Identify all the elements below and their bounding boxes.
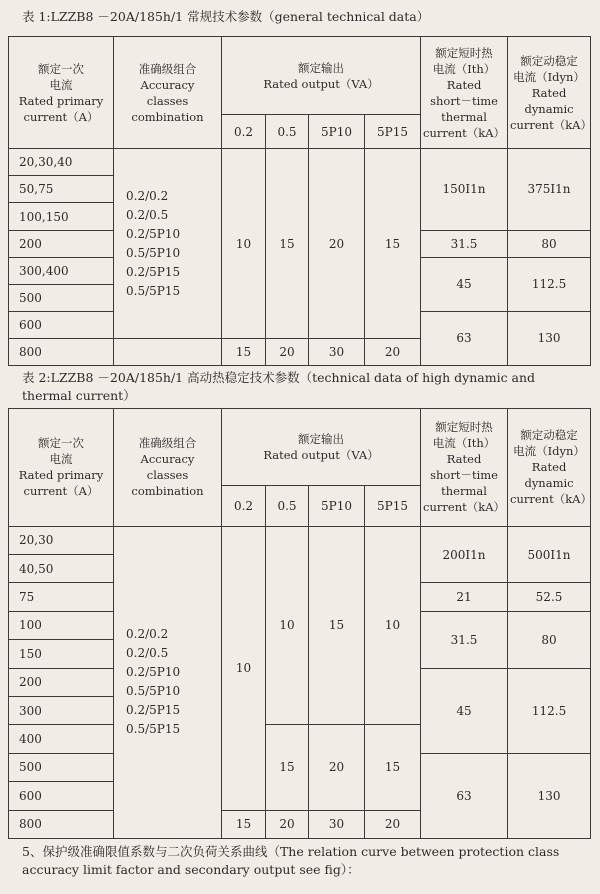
output-value: 15 xyxy=(309,526,365,725)
current-cell: 50,75 xyxy=(9,176,114,203)
header-dynamic-current: 额定动稳定 电流（Idyn） Rated dynamic current（kA） xyxy=(508,37,591,149)
output-value: 10 xyxy=(266,526,309,725)
protection-curve-note: 5、保护级准确限值系数与二次负荷关系曲线（The relation curve between protection class accuracy limit factor and secondary output see fig）： xyxy=(22,844,560,877)
table1-caption: 表 1:LZZB8 －20A/185h/1 常规技术参数（general technical data） xyxy=(22,9,430,24)
current-cell: 200 xyxy=(9,668,114,696)
header-rated-primary-current: 额定一次 电流 Rated primary current（A） xyxy=(9,409,114,527)
thermal-current-value: 63 xyxy=(421,311,508,365)
current-cell: 20,30 xyxy=(9,526,114,554)
current-cell: 100 xyxy=(9,611,114,639)
dynamic-current-value: 80 xyxy=(508,230,591,257)
dynamic-current-value: 112.5 xyxy=(508,668,591,753)
header-class-5p15: 5P15 xyxy=(365,486,421,527)
output-value: 15 xyxy=(222,810,266,838)
accuracy-combination-list: 0.2/0.2 0.2/0.5 0.2/5P10 0.5/5P10 0.2/5P15 0.5/5P15 xyxy=(114,149,222,339)
current-cell: 800 xyxy=(9,338,114,365)
header-accuracy-combination: 准确级组合 Accuracy classes combination xyxy=(114,409,222,527)
current-cell: 500 xyxy=(9,284,114,311)
current-cell: 300 xyxy=(9,696,114,724)
header-class-0-5: 0.5 xyxy=(266,486,309,527)
dynamic-current-value: 500I1n xyxy=(508,526,591,583)
current-cell: 40,50 xyxy=(9,555,114,583)
thermal-current-value: 63 xyxy=(421,753,508,838)
current-cell: 100,150 xyxy=(9,203,114,230)
current-cell: 600 xyxy=(9,311,114,338)
header-rated-primary-current: 额定一次 电流 Rated primary current（A） xyxy=(9,37,114,149)
header-class-5p15: 5P15 xyxy=(365,115,421,149)
thermal-current-value: 200I1n xyxy=(421,526,508,583)
output-value: 20 xyxy=(365,338,421,365)
header-accuracy-combination: 准确级组合 Accuracy classes combination xyxy=(114,37,222,149)
current-cell: 800 xyxy=(9,810,114,838)
output-value: 20 xyxy=(309,149,365,339)
output-value: 20 xyxy=(309,725,365,810)
header-thermal-current: 额定短时热 电流（Ith） Rated short－time thermal current（kA） xyxy=(421,37,508,149)
header-rated-output: 额定输出 Rated output（VA） xyxy=(222,409,421,486)
dynamic-current-value: 375I1n xyxy=(508,149,591,230)
high-dynamic-thermal-data-table xyxy=(8,408,591,839)
current-cell: 75 xyxy=(9,583,114,611)
current-cell: 200 xyxy=(9,230,114,257)
header-class-0-2: 0.2 xyxy=(222,486,266,527)
output-value: 20 xyxy=(266,338,309,365)
output-value: 10 xyxy=(365,526,421,725)
output-value: 15 xyxy=(266,149,309,339)
output-value: 20 xyxy=(365,810,421,838)
header-thermal-current: 额定短时热 电流（Ith） Rated short－time thermal current（kA） xyxy=(421,409,508,527)
thermal-current-value: 31.5 xyxy=(421,611,508,668)
thermal-current-value: 31.5 xyxy=(421,230,508,257)
header-class-0-5: 0.5 xyxy=(266,115,309,149)
output-value: 20 xyxy=(266,810,309,838)
dynamic-current-value: 112.5 xyxy=(508,257,591,311)
current-cell: 600 xyxy=(9,782,114,810)
output-value: 15 xyxy=(365,149,421,339)
output-value: 10 xyxy=(222,526,266,810)
output-value: 15 xyxy=(266,725,309,810)
dynamic-current-value: 52.5 xyxy=(508,583,591,611)
thermal-current-value: 21 xyxy=(421,583,508,611)
header-class-5p10: 5P10 xyxy=(309,486,365,527)
output-value: 30 xyxy=(309,338,365,365)
current-cell: 400 xyxy=(9,725,114,753)
header-class-0-2: 0.2 xyxy=(222,115,266,149)
output-value xyxy=(114,338,222,365)
table2-caption: 表 2:LZZB8 －20A/185h/1 高动热稳定技术参数（technical data of high dynamic and thermal current） xyxy=(22,370,536,403)
accuracy-combination-list: 0.2/0.2 0.2/0.5 0.2/5P10 0.5/5P10 0.2/5P15 0.5/5P15 xyxy=(114,526,222,838)
thermal-current-value: 150I1n xyxy=(421,149,508,230)
dynamic-current-value: 80 xyxy=(508,611,591,668)
dynamic-current-value: 130 xyxy=(508,753,591,838)
header-class-5p10: 5P10 xyxy=(309,115,365,149)
current-cell: 300,400 xyxy=(9,257,114,284)
dynamic-current-value: 130 xyxy=(508,311,591,365)
header-rated-output: 额定输出 Rated output（VA） xyxy=(222,37,421,115)
output-value: 15 xyxy=(222,338,266,365)
thermal-current-value: 45 xyxy=(421,257,508,311)
output-value: 15 xyxy=(365,725,421,810)
general-technical-data-table xyxy=(8,36,591,366)
header-dynamic-current: 额定动稳定 电流（Idyn） Rated dynamic current（kA） xyxy=(508,409,591,527)
current-cell: 20,30,40 xyxy=(9,149,114,176)
thermal-current-value: 45 xyxy=(421,668,508,753)
output-value: 30 xyxy=(309,810,365,838)
output-value: 10 xyxy=(222,149,266,339)
current-cell: 150 xyxy=(9,640,114,668)
current-cell: 500 xyxy=(9,753,114,781)
